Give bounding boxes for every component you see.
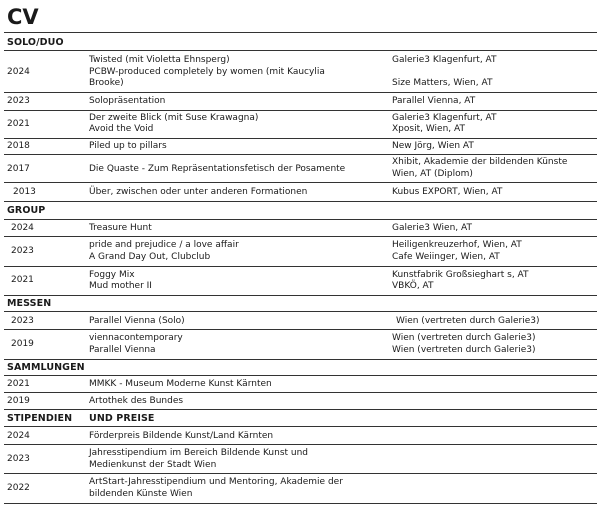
work-title: Foggy Mix (89, 270, 135, 280)
row-rule (4, 329, 597, 330)
venue: Wien, AT (Diplom) (392, 169, 473, 179)
venue: Wien (vertreten durch Galerie3) (392, 333, 536, 343)
work-title: Parallel Vienna (89, 345, 156, 355)
venue: Heiligenkreuzerhof, Wien, AT (392, 240, 522, 250)
year: 2021 (7, 379, 30, 389)
row-rule (4, 138, 597, 139)
work-title: Brooke) (89, 78, 124, 88)
work-title: Treasure Hunt (89, 223, 152, 233)
section-heading-group: GROUP (7, 205, 46, 216)
venue: VBKÖ, AT (392, 281, 434, 291)
year: 2018 (7, 141, 30, 151)
work-title: Die Quaste - Zum Repräsentationsfetisch der Posamente (89, 164, 346, 174)
row-rule (4, 409, 597, 410)
title-rule (4, 32, 597, 33)
row-rule (4, 503, 597, 504)
work-title: Parallel Vienna (Solo) (89, 316, 185, 326)
year: 2021 (7, 119, 30, 129)
venue: Galerie3 Wien, AT (392, 223, 472, 233)
venue: Cafe Weiinger, Wien, AT (392, 252, 500, 262)
work-title: PCBW-produced completely by women (mit Kaucylia (89, 67, 325, 77)
venue: Kubus EXPORT, Wien, AT (392, 187, 503, 197)
row-rule (4, 266, 597, 267)
work-title: Jahresstipendium im Bereich Bildende Kunst und (89, 448, 309, 458)
work-title: Medienkunst der Stadt Wien (89, 460, 217, 470)
work-title: MMKK - Museum Moderne Kunst Kärnten (89, 379, 272, 389)
row-rule (4, 154, 597, 155)
venue: Parallel Vienna, AT (392, 96, 476, 106)
cv-title: CV (7, 5, 39, 29)
section-heading-messen: MESSEN (7, 298, 52, 309)
row-rule (4, 110, 597, 111)
section-rule (4, 311, 597, 312)
section-rule (4, 219, 597, 220)
venue: Galerie3 Klagenfurt, AT (392, 113, 497, 123)
venue: Wien (vertreten durch Galerie3) (392, 345, 536, 355)
work-title: Über, zwischen oder unter anderen Formationen (89, 187, 308, 197)
row-rule (4, 473, 597, 474)
section-heading-stipendien: STIPENDIEN (7, 413, 73, 424)
year: 2024 (7, 67, 30, 77)
venue: Kunstfabrik Großsieghart s, AT (392, 270, 529, 280)
section-heading-und-preise: UND PREISE (89, 413, 155, 424)
section-rule (4, 50, 597, 51)
row-rule (4, 359, 597, 360)
section-rule (4, 426, 597, 427)
work-title: Twisted (mit Violetta Ehnsperg) (89, 55, 230, 65)
venue: Size Matters, Wien, AT (392, 78, 493, 88)
row-rule (4, 182, 597, 183)
row-rule (4, 236, 597, 237)
year: 2022 (7, 483, 30, 493)
work-title: Artothek des Bundes (89, 396, 184, 406)
year: 2017 (7, 164, 30, 174)
year: 2021 (11, 275, 34, 285)
section-rule (4, 375, 597, 376)
section-heading-sammlungen: SAMMLUNGEN (7, 362, 85, 373)
venue: Xhibit, Akademie der bildenden Künste (392, 157, 568, 167)
venue: Wien (vertreten durch Galerie3) (396, 316, 540, 326)
row-rule (4, 92, 597, 93)
year: 2023 (7, 96, 30, 106)
work-title: Mud mother II (89, 281, 152, 291)
year: 2019 (11, 339, 34, 349)
work-title: pride and prejudice / a love affair (89, 240, 239, 250)
venue: Galerie3 Klagenfurt, AT (392, 55, 497, 65)
work-title: Piled up to pillars (89, 141, 167, 151)
section-heading-solo-duo: SOLO/DUO (7, 37, 64, 48)
work-title: viennacontemporary (89, 333, 183, 343)
year: 2019 (7, 396, 30, 406)
row-rule (4, 201, 597, 202)
work-title: A Grand Day Out, Clubclub (89, 252, 211, 262)
year: 2024 (7, 431, 30, 441)
work-title: Förderpreis Bildende Kunst/Land Kärnten (89, 431, 274, 441)
year: 2013 (13, 187, 36, 197)
work-title: Avoid the Void (89, 124, 154, 134)
venue: Xposit, Wien, AT (392, 124, 465, 134)
venue: New Jörg, Wien AT (392, 141, 474, 151)
row-rule (4, 392, 597, 393)
year: 2023 (11, 246, 34, 256)
year: 2023 (11, 316, 34, 326)
work-title: ArtStart-Jahresstipendium und Mentoring, Akademie der (89, 477, 343, 487)
year: 2023 (7, 454, 30, 464)
row-rule (4, 295, 597, 296)
work-title: Der zweite Blick (mit Suse Krawagna) (89, 113, 259, 123)
work-title: Solopräsentation (89, 96, 166, 106)
work-title: bildenden Künste Wien (89, 489, 193, 499)
row-rule (4, 444, 597, 445)
year: 2024 (11, 223, 34, 233)
